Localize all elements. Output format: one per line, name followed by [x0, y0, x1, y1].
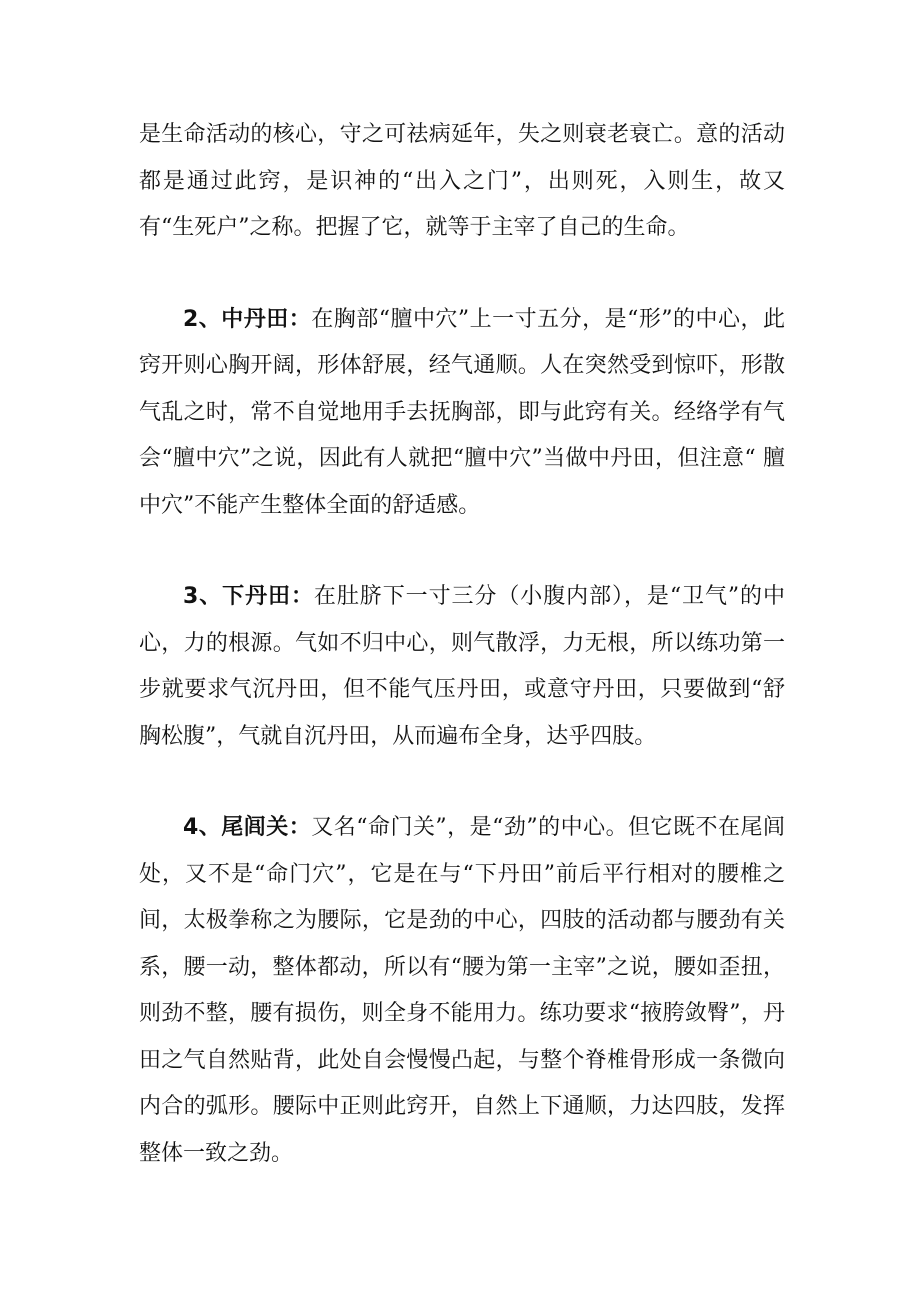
paragraph-lower-dantian [139, 574, 785, 760]
paragraph-heading: 2、中丹田： [183, 306, 312, 332]
paragraph-heading: 3、下丹田： [183, 584, 314, 609]
document-body [139, 112, 785, 1222]
paragraph-text: 是生命活动的核心，守之可祛病延年，失之则衰老衰亡。意的活动都是通过此窍，是识神的“出入之门”，出则死，入则生，故又有“生死户”之称。把握了它，就等于主宰了自己的生命。 [139, 122, 785, 240]
paragraph-text: 又名“命门关”，是“劲”的中心。但它既不在尾闾处，又不是“命门穴”，它是在与“下丹田”前后平行相对的腰椎之间，太极拳称之为腰际，它是劲的中心，四肢的活动都与腰劲有关系，腰一动，整体都动，所以有“腰为第一主宰”之说，腰如歪扭，则劲不整，腰有损伤，则全身不能用力。练功要求“掖胯敛臀”，丹田之气自然贴背，此处自会慢慢凸起，与整个脊椎骨形成一条微向内合的弧形。腰际中正则此窍开，自然上下通顺，力达四肢，发挥整体一致之劲。 [139, 815, 785, 1166]
paragraph-upper-dantian-continued [139, 112, 785, 252]
paragraph-text: 在肚脐下一寸三分（小腹内部），是“卫气”的中心，力的根源。气如不归中心，则气散浮，力无根，所以练功第一步就要求气沉丹田，但不能气压丹田，或意守丹田，只要做到“舒胸松腹”，气就自沉丹田，从而遍布全身，达乎四肢。 [139, 584, 785, 749]
paragraph-heading: 4、尾闾关： [183, 815, 312, 840]
paragraph-text: 在胸部“膻中穴”上一寸五分，是“形”的中心，此窍开则心胸开阔，形体舒展，经气通顺。人在突然受到惊吓，形散气乱之时，常不自觉地用手去抚胸部，即与此窍有关。经络学有气会“膻中穴”之说，因此有人就把“膻中穴”当做中丹田，但注意“ 膻中穴”不能产生整体全面的舒适感。 [139, 306, 785, 518]
paragraph-weilu-pass [139, 805, 785, 1177]
paragraph-middle-dantian [139, 297, 785, 530]
